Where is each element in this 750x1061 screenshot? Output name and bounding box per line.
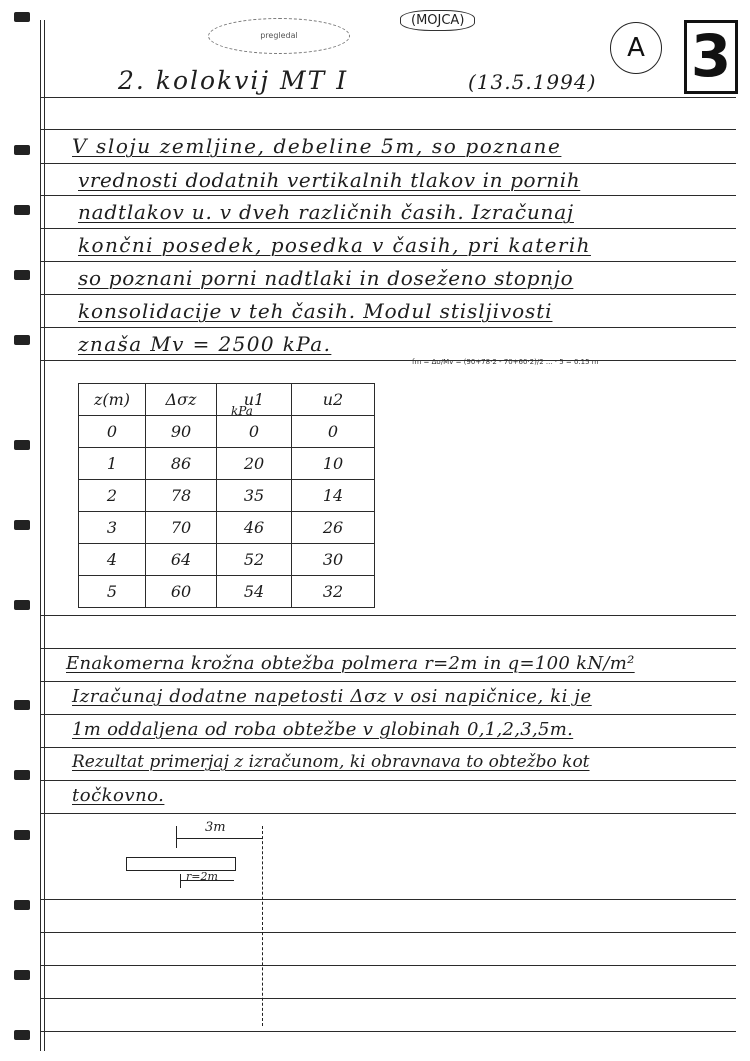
ruled-line [40,747,736,748]
ruled-line [40,681,736,682]
task2-line: Izračunaj dodatne napetosti Δσz v osi napičnice, ki je [72,686,592,707]
ruled-line [40,294,736,295]
header-u1 [217,384,292,416]
distance-label: 3m [205,820,226,835]
group-label-circle [610,22,662,74]
ruled-line [40,129,736,130]
header-u1-label: u1 [243,390,265,409]
table-cell: 78 [146,480,217,512]
ruled-line [40,327,736,328]
table-cell: 90 [146,416,217,448]
table-cell: 86 [146,448,217,480]
table-row [79,480,375,512]
binder-hole [14,770,30,780]
settlement-formula: fm = Δσ/Mv = (90+78·2 - 70+60·2)/2 ... · 5 = 0.15 m [412,358,599,366]
faded-stamp [208,18,350,54]
ruled-line [40,780,736,781]
ruled-line [40,714,736,715]
ruled-line [40,97,736,98]
margin-line [44,20,45,1051]
task2-line: Rezultat primerjaj z izračunom, ki obravnava to obtežbo kot [72,752,590,772]
binder-hole [14,440,30,450]
binder-hole [14,12,30,22]
ruled-line [40,899,736,900]
binder-hole [14,700,30,710]
table-cell: 32 [292,576,375,608]
header-u2: u2 [292,384,375,416]
table-row [79,544,375,576]
binder-hole [14,335,30,345]
table-cell: 26 [292,512,375,544]
table-cell: 3 [79,512,146,544]
load-axis-line [262,826,263,1026]
page-title: 2. kolokvij MT I [118,66,349,95]
binder-hole [14,970,30,980]
table-cell: 5 [79,576,146,608]
binder-hole [14,900,30,910]
table-cell: 0 [217,416,292,448]
task2-line: 1m oddaljena od roba obtežbe v globinah 0,1,2,3,5m. [72,719,574,740]
ruled-line [40,261,736,262]
exam-date: (13.5.1994) [468,70,597,94]
table-cell: 46 [217,512,292,544]
ruled-line [40,163,736,164]
table-row [79,448,375,480]
binder-hole [14,1030,30,1040]
task2-line: Enakomerna krožna obtežba polmera r=2m in q=100 kN/m² [66,653,635,674]
table-cell: 70 [146,512,217,544]
binder-hole [14,520,30,530]
ruled-line [40,360,736,361]
ruled-line [40,965,736,966]
table-cell: 30 [292,544,375,576]
table-cell: 20 [217,448,292,480]
table-cell: 10 [292,448,375,480]
table-header-row [79,384,375,416]
task1-line: so poznani porni nadtlaki in doseženo stopnjo [78,266,574,290]
ruled-line [40,228,736,229]
table-row [79,512,375,544]
ruled-line [40,998,736,999]
ruled-line [40,1031,736,1032]
faded-stamp-text: pregledal [260,31,298,40]
task1-line: končni posedek, posedka v časih, pri katerih [78,233,591,257]
table-cell: 0 [79,416,146,448]
corner-mark-text: 3 [690,22,732,90]
task1-line: V sloju zemljine, debeline 5m, so poznane [72,134,562,158]
table-cell: 2 [79,480,146,512]
binder-hole [14,205,30,215]
ruled-line [40,932,736,933]
ruled-line [40,615,736,616]
task1-line: vrednosti dodatnih vertikalnih tlakov in pornih [78,168,581,192]
task1-line: konsolidacije v teh časih. Modul stisljivosti [78,299,553,323]
table-cell: 52 [217,544,292,576]
table-cell: 60 [146,576,217,608]
radius-label: r=2m [186,870,218,883]
distance-dimension-line [176,838,262,839]
ruled-line [40,195,736,196]
binder-hole [14,270,30,280]
table-cell: 35 [217,480,292,512]
name-stamp [400,10,475,31]
margin-line [40,20,41,1051]
table-cell: 14 [292,480,375,512]
binder-hole [14,600,30,610]
unit-note: kPa [231,404,253,418]
table-cell: 4 [79,544,146,576]
ruled-line [40,648,736,649]
table-row [79,576,375,608]
ruled-line [40,813,736,814]
task1-line: znaša Mv = 2500 kPa. [78,332,332,356]
binder-hole [14,830,30,840]
table-cell: 54 [217,576,292,608]
header-stress: Δσz [146,384,217,416]
soil-data-table [78,383,375,608]
task2-line: točkovno. [72,785,165,806]
circular-load-rectangle [126,857,236,871]
corner-mark [684,20,738,94]
binder-hole [14,145,30,155]
table-cell: 0 [292,416,375,448]
task1-line: nadtlakov u. v dveh različnih časih. Izračunaj [78,200,574,224]
load-axis-tick [176,826,177,848]
header-depth: z(m) [79,384,146,416]
group-label: A [627,33,645,63]
table-row [79,416,375,448]
name-stamp-text: (MOJCA) [411,13,465,28]
table-cell: 1 [79,448,146,480]
table-cell: 64 [146,544,217,576]
radius-tick [180,874,181,888]
